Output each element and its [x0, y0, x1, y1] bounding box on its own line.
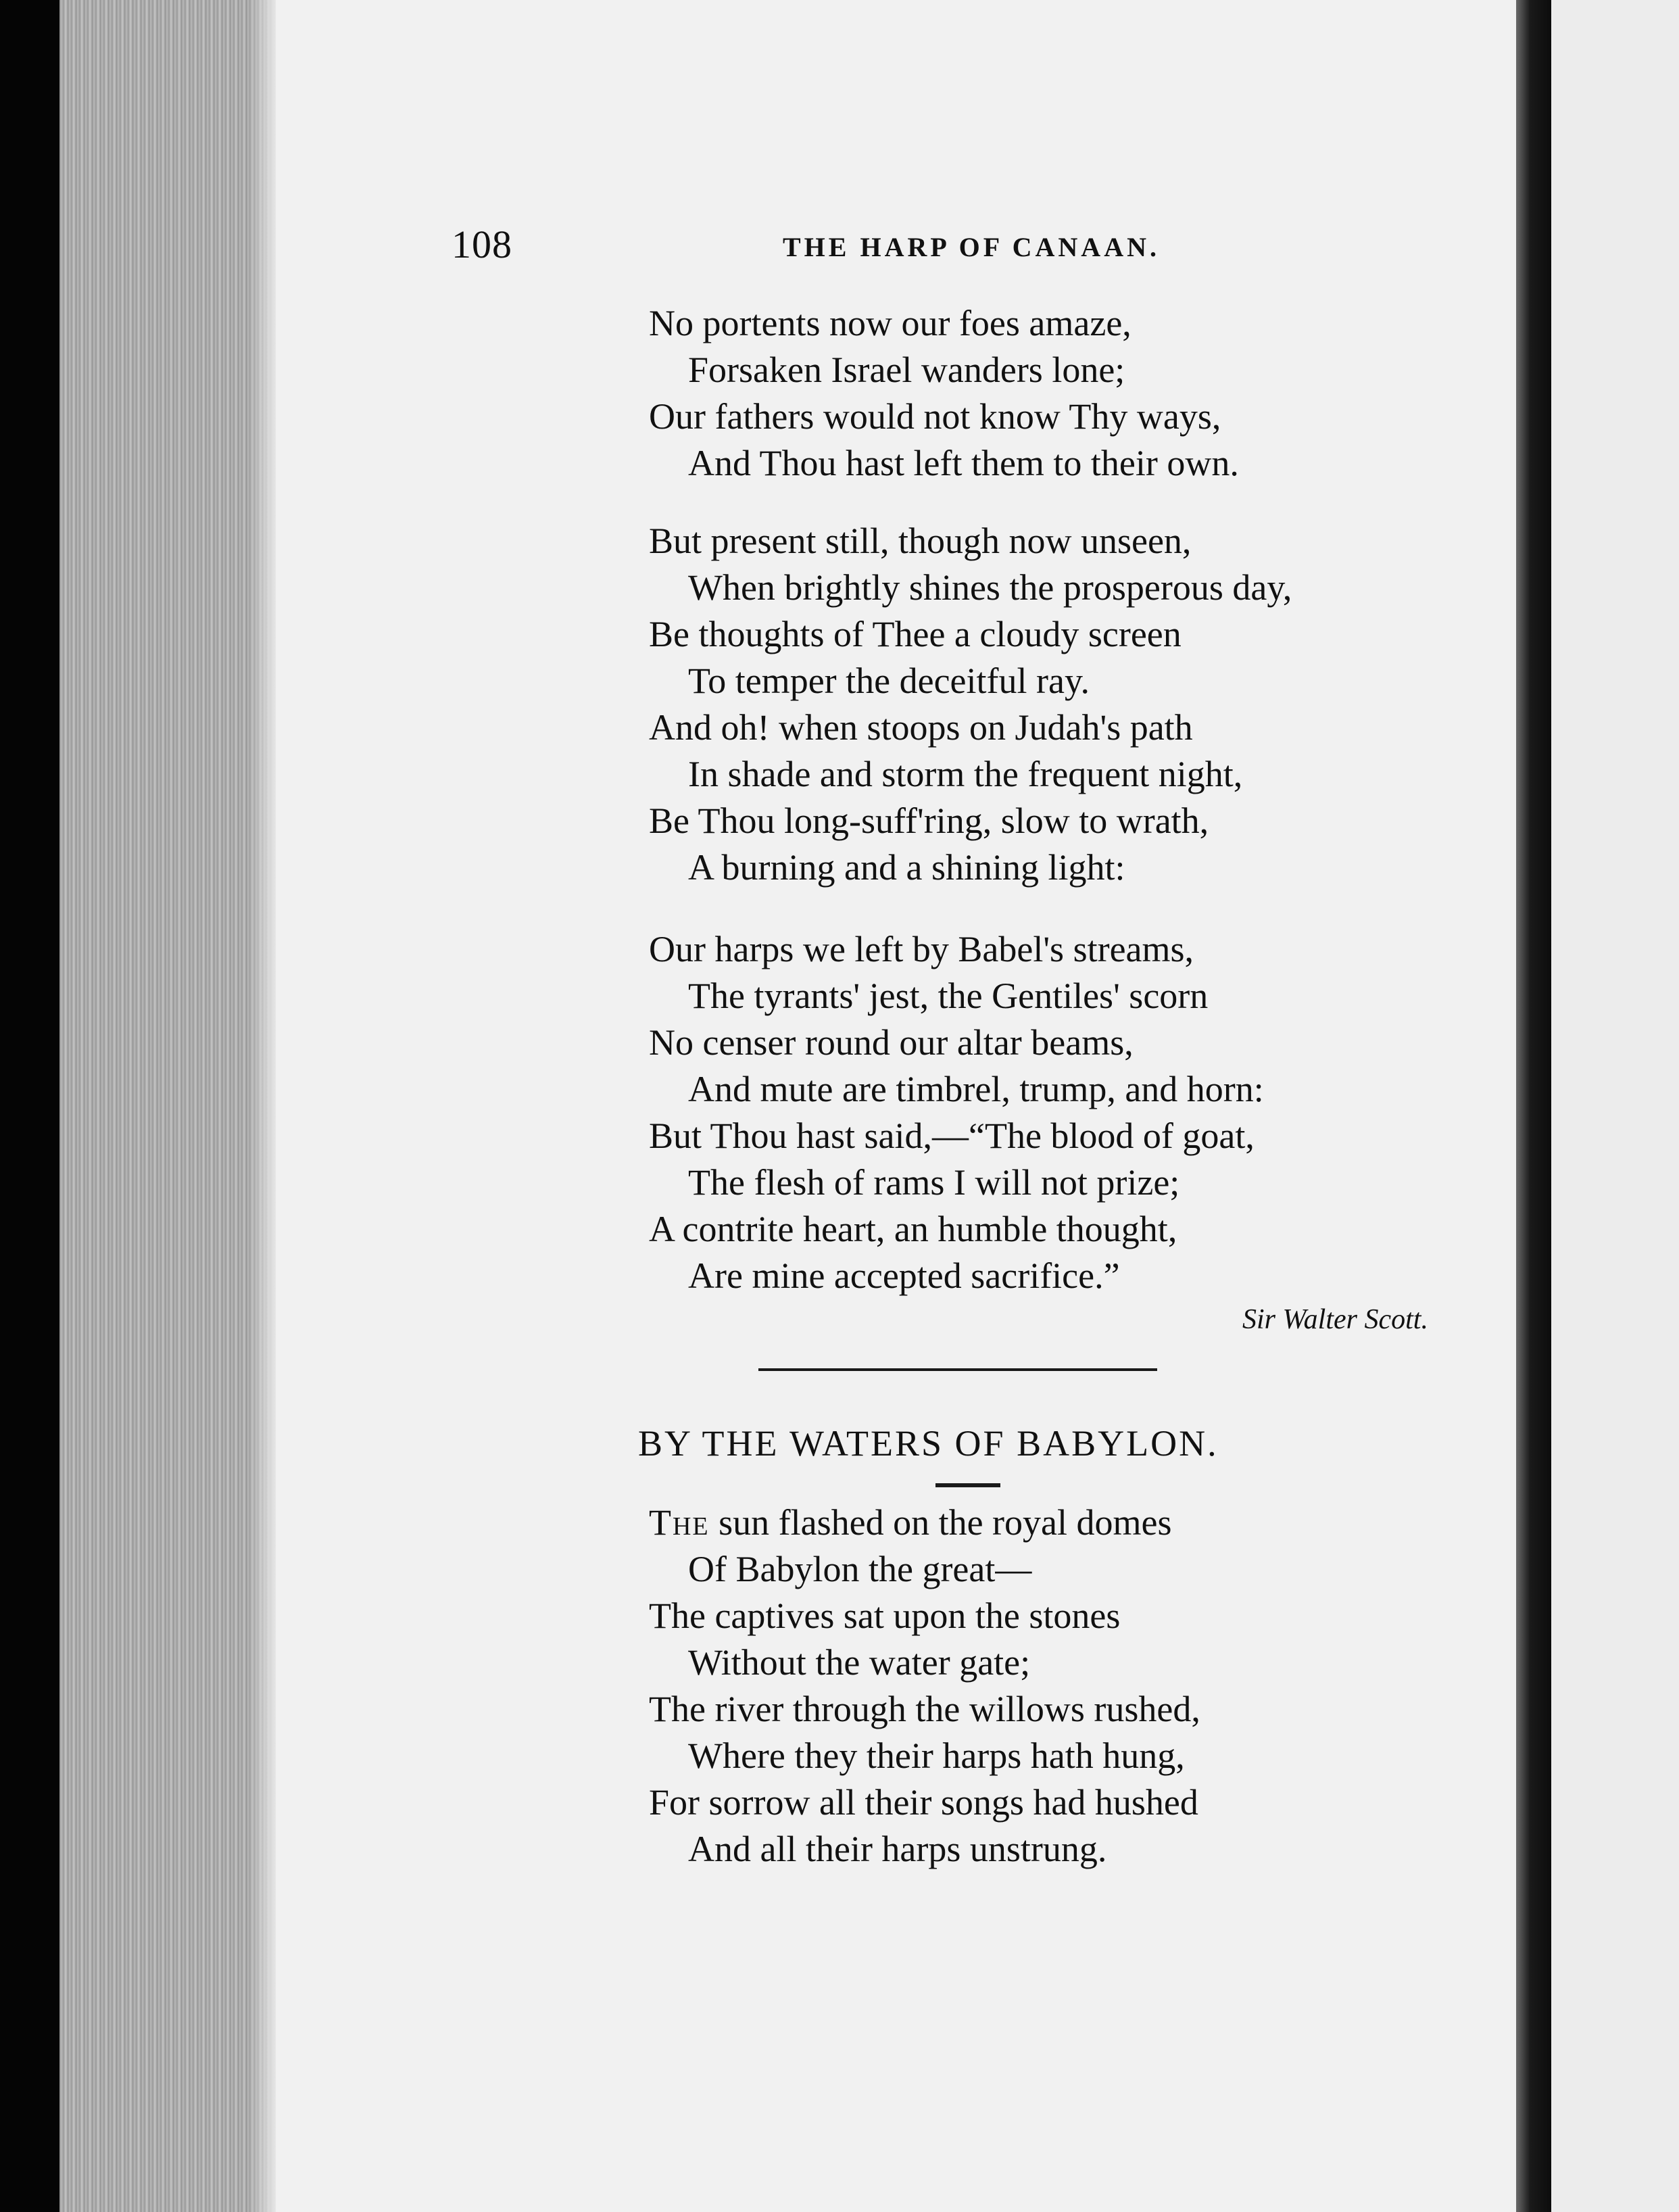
verse-line: A contrite heart, an humble thought,: [649, 1209, 1177, 1249]
poem2-stanza: [649, 1499, 1200, 1873]
section-divider: [758, 1368, 1157, 1371]
poem-title: BY THE WATERS OF BABYLON.: [638, 1423, 1219, 1464]
drop-word: The: [649, 1502, 710, 1543]
poem-stanza-1: [649, 300, 1239, 487]
poem-attribution: Sir Walter Scott.: [1242, 1304, 1428, 1335]
verse-line: And oh! when stoops on Judah's path: [649, 707, 1193, 748]
title-rule: [935, 1483, 1000, 1487]
verse-line: To temper the deceitful ray.: [688, 660, 1090, 701]
verse-line: Of Babylon the great—: [688, 1549, 1032, 1589]
verse-line-first: [649, 1499, 1200, 1546]
poem-stanza-2: [649, 518, 1292, 891]
verse-line: Our harps we left by Babel's streams,: [649, 929, 1194, 969]
verse-line: No portents now our foes amaze,: [649, 303, 1132, 343]
verse-line: Are mine accepted sacrifice.”: [688, 1255, 1120, 1296]
verse-line: In shade and storm the frequent night,: [688, 754, 1243, 794]
book-gutter: [1516, 0, 1551, 2212]
running-title: THE HARP OF CANAAN.: [783, 232, 1160, 262]
verse-line: Where they their harps hath hung,: [688, 1735, 1185, 1776]
verse-line: Forsaken Israel wanders lone;: [688, 350, 1125, 390]
scan-left-margin: [0, 0, 59, 2212]
verse-line: For sorrow all their songs had hushed: [649, 1782, 1198, 1823]
verse-line: Be thoughts of Thee a cloudy screen: [649, 614, 1182, 654]
verse-line: But Thou hast said,—“The blood of goat,: [649, 1115, 1255, 1156]
verse-line: Without the water gate;: [688, 1642, 1031, 1683]
running-head: [452, 222, 1547, 269]
first-line-text: sun flashed on the royal domes: [709, 1502, 1172, 1543]
verse-line: The river through the willows rushed,: [649, 1689, 1200, 1729]
verse-line: The flesh of rams I will not prize;: [688, 1162, 1180, 1203]
verse-line: When brightly shines the prosperous day,: [688, 567, 1292, 608]
verse-line: And mute are timbrel, trump, and horn:: [688, 1069, 1264, 1109]
verse-line: And all their harps unstrung.: [688, 1829, 1107, 1869]
verse-line: But present still, though now unseen,: [649, 521, 1192, 561]
verse-line: The tyrants' jest, the Gentiles' scorn: [688, 976, 1209, 1016]
verse-line: The captives sat upon the stones: [649, 1595, 1121, 1636]
poem-stanza-3: [649, 926, 1264, 1299]
book-page-edges: [59, 0, 276, 2212]
page-number: 108: [452, 222, 512, 266]
verse-line: And Thou hast left them to their own.: [688, 443, 1239, 483]
verse-line: No censer round our altar beams,: [649, 1022, 1134, 1063]
facing-page-edge: [1551, 0, 1679, 2212]
verse-line: A burning and a shining light:: [688, 847, 1125, 888]
verse-line: Be Thou long-suff'ring, slow to wrath,: [649, 800, 1209, 841]
verse-line: Our fathers would not know Thy ways,: [649, 396, 1221, 437]
